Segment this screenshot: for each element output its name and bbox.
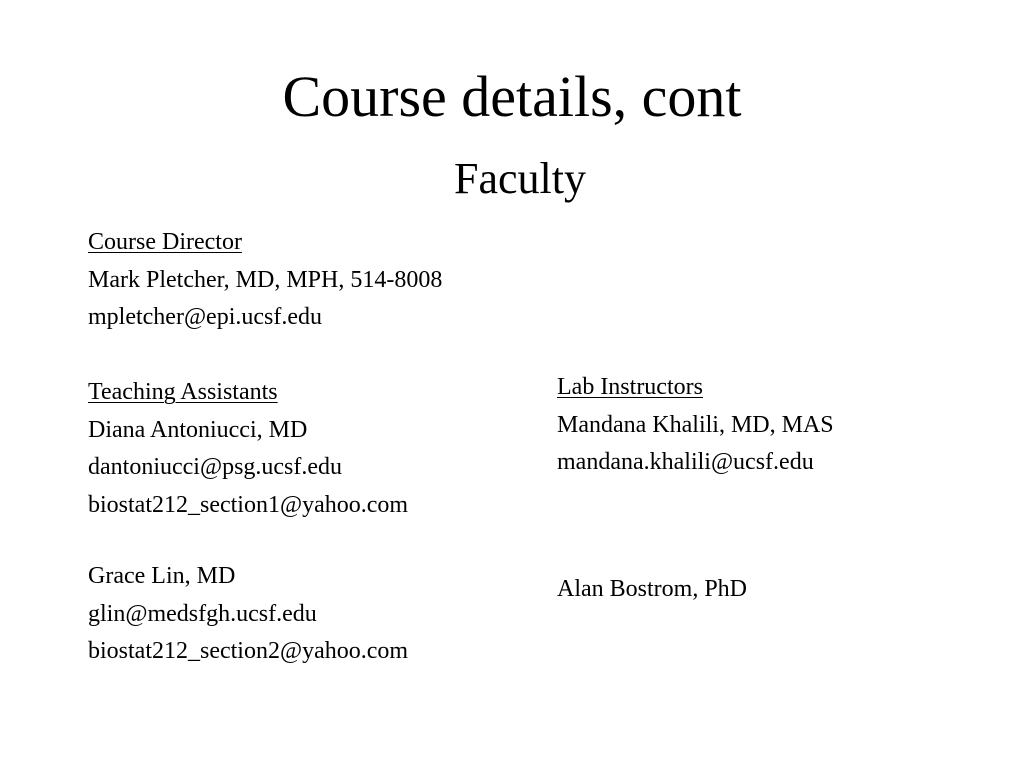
teaching-assistants-section — [88, 374, 408, 524]
lab-instructor-name: Mandana Khalili, MD, MAS — [557, 411, 834, 438]
course-director-email: mpletcher@epi.ucsf.edu — [88, 304, 323, 330]
teaching-assistant-2-section — [88, 558, 408, 671]
lab-instructor-2-section — [557, 571, 747, 609]
ta-section-email: biostat212_section1@yahoo.com — [88, 491, 409, 518]
ta-email: dantoniucci@psg.ucsf.edu — [88, 454, 343, 480]
course-director-name: Mark Pletcher, MD, MPH, 514-8008 — [88, 266, 443, 293]
lab-instructor-email: mandana.khalili@ucsf.edu — [557, 449, 814, 475]
lab-instructors-heading: Lab Instructors — [557, 374, 703, 400]
ta-name: Grace Lin, MD — [88, 563, 236, 589]
course-director-section — [88, 224, 442, 337]
course-director-heading: Course Director — [88, 229, 242, 255]
ta-section-email: biostat212_section2@yahoo.com — [88, 638, 409, 664]
lab-instructors-section — [557, 369, 834, 482]
lab-instructor-name: Alan Bostrom, PhD — [557, 576, 748, 602]
slide-title: Course details, cont — [282, 64, 742, 129]
ta-name: Diana Antoniucci, MD — [88, 416, 308, 443]
teaching-assistants-heading: Teaching Assistants — [88, 379, 278, 405]
slide-subtitle: Faculty — [454, 154, 586, 203]
ta-email: glin@medsfgh.ucsf.edu — [88, 600, 317, 627]
